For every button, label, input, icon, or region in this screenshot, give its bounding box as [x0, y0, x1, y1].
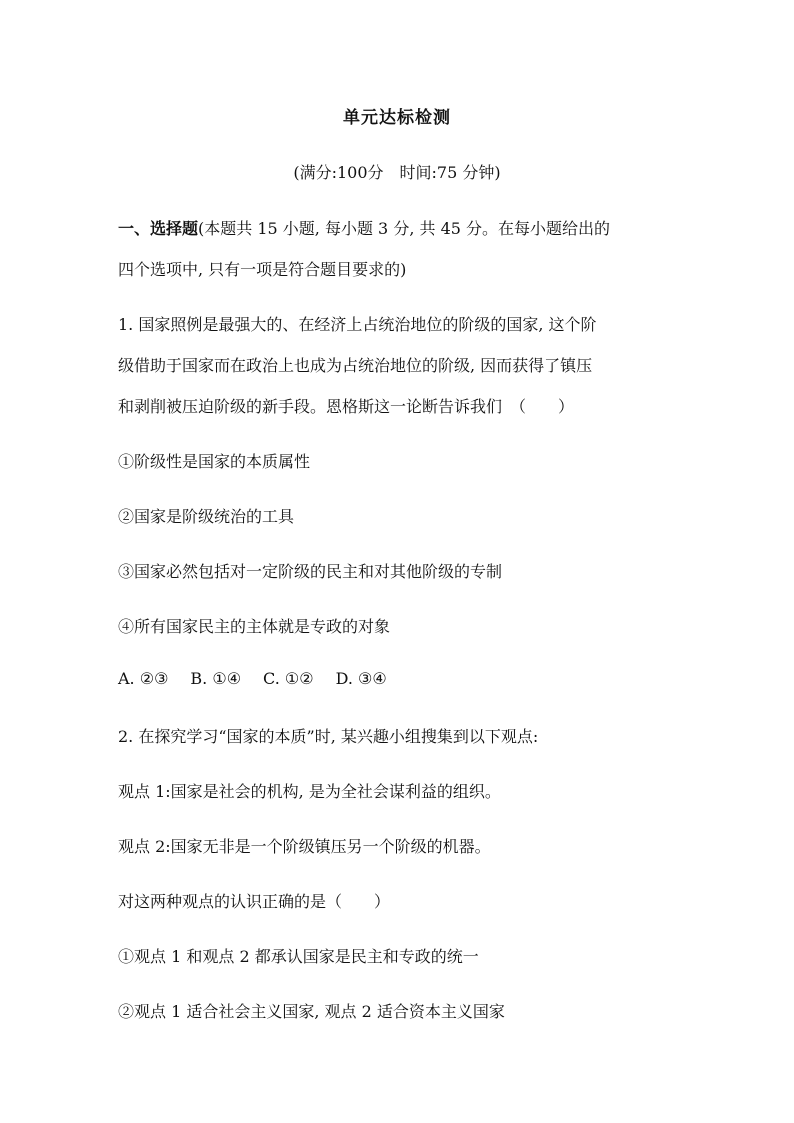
question-2-statement-2: ②观点 1 适合社会主义国家, 观点 2 适合资本主义国家 [118, 1002, 505, 1021]
option-a: A. ②③ [118, 669, 169, 688]
question-1-statement-2: ②国家是阶级统治的工具 [118, 507, 295, 526]
section-instruction-line-2: 四个选项中, 只有一项是符合题目要求的) [118, 260, 407, 279]
exam-info: (满分:100分 时间:75 分钟) [293, 163, 501, 182]
section-heading: 一、选择题 [118, 219, 199, 238]
question-1-line-1: 1. 国家照例是最强大的、在经济上占统治地位的阶级的国家, 这个阶 [118, 315, 597, 334]
question-1-statement-1: ①阶级性是国家的本质属性 [118, 452, 311, 471]
question-2-statement-1: ①观点 1 和观点 2 都承认国家是民主和专政的统一 [118, 947, 479, 966]
section-instruction-text-1: (本题共 15 小题, 每小题 3 分, 共 45 分。在每小题给出的 [198, 219, 611, 238]
option-b: B. ①④ [190, 669, 242, 688]
question-2-viewpoint-1: 观点 1:国家是社会的机构, 是为全社会谋利益的组织。 [118, 782, 501, 801]
question-1-statement-3: ③国家必然包括对一定阶级的民主和对其他阶级的专制 [118, 562, 503, 581]
question-1-line-2: 级借助于国家而在政治上也成为占统治地位的阶级, 因而获得了镇压 [118, 356, 593, 375]
option-d: D. ③④ [335, 669, 387, 688]
page-title: 单元达标检测 [343, 108, 451, 128]
question-2-prompt: 对这两种观点的认识正确的是（ ） [118, 892, 391, 911]
option-c: C. ①② [263, 669, 314, 688]
question-2-line-1: 2. 在探究学习“国家的本质”时, 某兴趣小组搜集到以下观点: [118, 727, 539, 746]
question-2-viewpoint-2: 观点 2:国家无非是一个阶级镇压另一个阶级的机器。 [118, 837, 491, 856]
question-1-statement-4: ④所有国家民主的主体就是专政的对象 [118, 617, 391, 636]
question-1-options [118, 669, 718, 688]
section-instruction-line-1 [118, 216, 718, 239]
question-1-line-3: 和剥削被压迫阶级的新手段。恩格斯这一论断告诉我们 （ ） [118, 397, 575, 416]
